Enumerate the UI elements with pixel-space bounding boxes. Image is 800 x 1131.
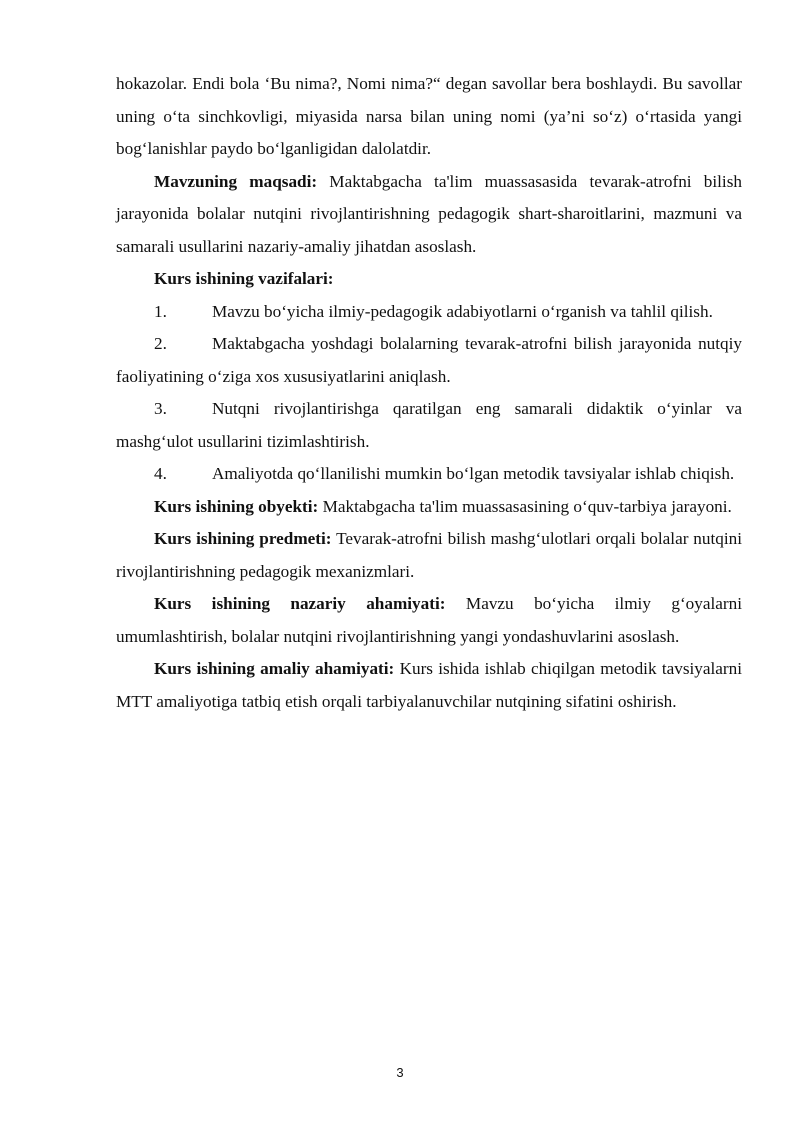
- task-item-3: [116, 393, 742, 458]
- task-text: Amaliyotda qo‘llanilishi mumkin bo‘lgan metodik tavsiyalar ishlab chiqish.: [212, 464, 735, 483]
- subject-paragraph: [116, 523, 742, 588]
- task-number: 1.: [154, 301, 167, 321]
- task-number: 3.: [154, 399, 167, 418]
- task-text: Nutqni rivojlantirishga qaratilgan eng samarali didaktik o‘yinlar va mashg‘ulot usullarini tizimlashtirish.: [116, 399, 742, 451]
- practical-paragraph: [116, 653, 742, 718]
- task-number: 2.: [154, 334, 167, 353]
- theoretical-text: Mavzu bo‘yicha ilmiy g‘oyalarni umumlashtirish, bolalar nutqini rivojlantirishning yangi yondashuvlarini asoslash.: [116, 594, 742, 646]
- intro-paragraph: [116, 68, 742, 166]
- practical-label: Kurs ishining amaliy ahamiyati:: [154, 659, 395, 678]
- task-text: Maktabgacha yoshdagi bolalarning tevarak-atrofni bilish jarayonida nutqiy faoliyatining o‘ziga xos xususiyatlarini aniqlash.: [116, 334, 742, 386]
- theoretical-label: Kurs ishining nazariy ahamiyati:: [154, 594, 446, 613]
- goal-paragraph: [116, 166, 742, 264]
- subject-label: Kurs ishining predmeti:: [154, 529, 332, 548]
- practical-text: Kurs ishida ishlab chiqilgan metodik tavsiyalarni MTT amaliyotiga tatbiq etish orqali tarbiyalanuvchilar nutqining sifatini oshirish.: [116, 659, 743, 711]
- goal-text: Maktabgacha ta'lim muassasasida tevarak-atrofni bilish jarayonida bolalar nutqini rivojlantirishning pedagogik shart-sharoitlarini, mazmuni va samarali usullarini nazariy-amaliy jihatdan asoslash.: [116, 171, 742, 256]
- task-number: 4.: [154, 464, 167, 483]
- intro-text: hokazolar. Endi bola ‘Bu nima?, Nomi nima?“ degan savollar bera boshlaydi. Bu savollar uning o‘ta sinchkovligi, miyasida narsa bilan uning nomi (ya’ni so‘z) o‘rtasida yangi bog‘lanishlar paydo bo‘lganligidan dalolatdir.: [116, 74, 742, 158]
- page-number: 3: [396, 1065, 404, 1080]
- theoretical-paragraph: [116, 588, 742, 653]
- task-item-2: [116, 328, 742, 393]
- object-paragraph: [116, 491, 742, 524]
- task-item-1: [116, 296, 742, 329]
- goal-label: Mavzuning maqsadi:: [154, 171, 318, 191]
- task-text: Mavzu bo‘yicha ilmiy-pedagogik adabiyotlarni o‘rganish va tahlil qilish.: [212, 301, 713, 321]
- subject-text: Tevarak-atrofni bilish mashg‘ulotlari orqali bolalar nutqini rivojlantirishning pedagogik mexanizmlari.: [116, 529, 743, 581]
- document-body: [116, 68, 742, 718]
- task-item-4: [116, 458, 742, 491]
- object-text: Maktabgacha ta'lim muassasasining o‘quv-tarbiya jarayoni.: [318, 496, 732, 516]
- object-label: Kurs ishining obyekti:: [154, 496, 319, 516]
- tasks-heading: Kurs ishining vazifalari:: [154, 269, 334, 288]
- tasks-heading-paragraph: [116, 263, 742, 296]
